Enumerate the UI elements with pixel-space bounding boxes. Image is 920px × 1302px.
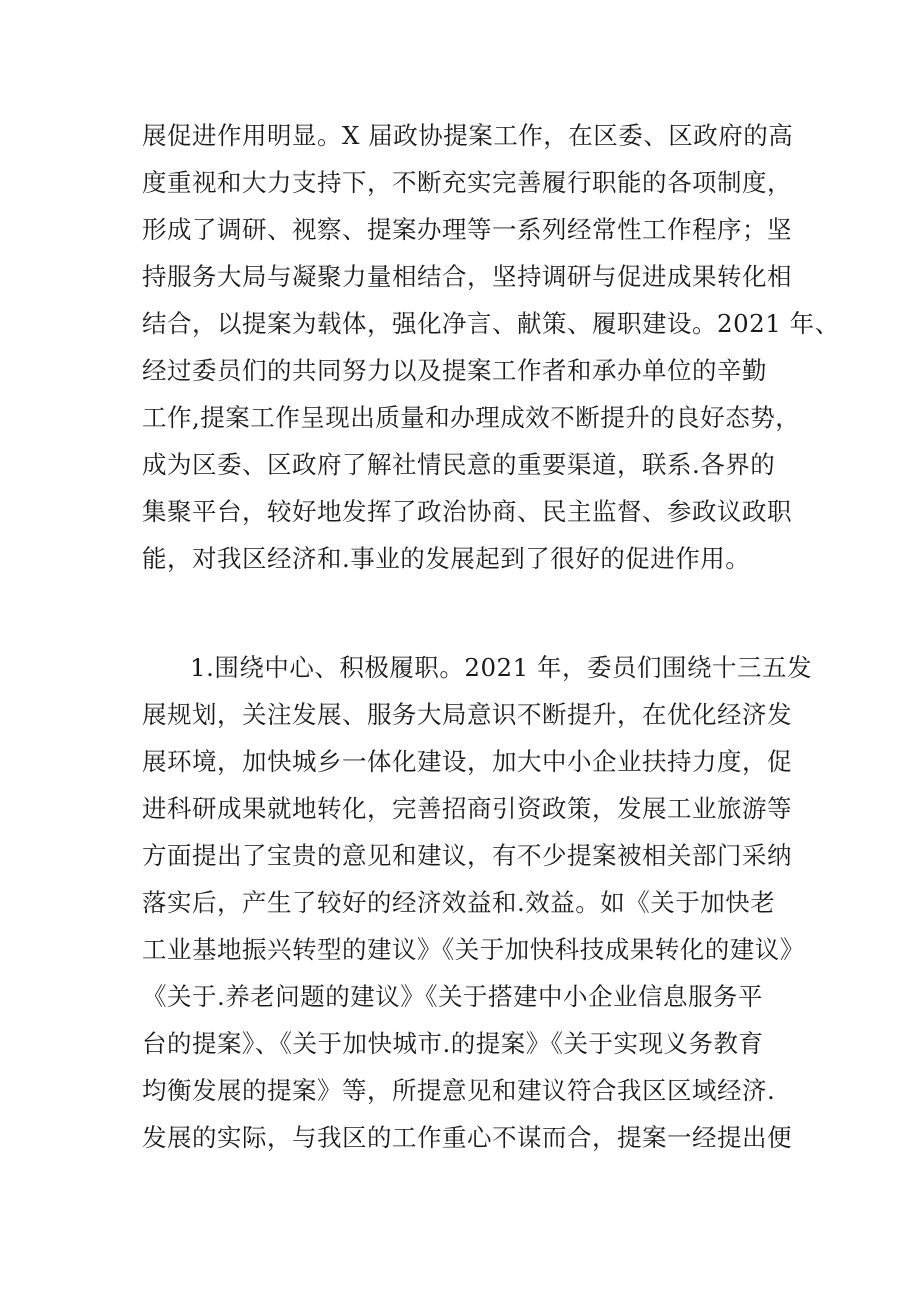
paragraph-1-line: 持服务大局与凝聚力量相结合，坚持调研与促进成果转化相 bbox=[142, 262, 792, 291]
paragraph-1-line: 经过委员们的共同努力以及提案工作者和承办单位的辛勤 bbox=[142, 356, 767, 385]
paragraph-2-line: 工业基地振兴转型的建议》《关于加快科技成果转化的建议》 bbox=[142, 935, 805, 964]
paragraph-2-line: 展规划，关注发展、服务大局意识不断提升，在优化经济发 bbox=[142, 700, 792, 729]
paragraph-1-line: 度重视和大力支持下，不断充实完善履行职能的各项制度， bbox=[142, 168, 792, 197]
paragraph-2-line: 方面提出了宝贵的意见和建议，有不少提案被相关部门采纳 bbox=[142, 841, 792, 870]
paragraph-2-line: 《关于.养老问题的建议》《关于搭建中小企业信息服务平 bbox=[142, 982, 764, 1011]
paragraph-2-line: 1.围绕中心、积极履职。2021 年，委员们围绕十三五发 bbox=[190, 653, 813, 682]
paragraph-2-line: 发展的实际，与我区的工作重心不谋而合，提案一经提出便 bbox=[142, 1123, 792, 1152]
paragraph-2-line: 进科研成果就地转化，完善招商引资政策，发展工业旅游等 bbox=[142, 794, 792, 823]
paragraph-2-line: 均衡发展的提案》等，所提意见和建议符合我区区域经济. bbox=[142, 1076, 776, 1105]
paragraph-1-line: 展促进作用明显。X 届政协提案工作，在区委、区政府的高 bbox=[142, 121, 794, 150]
paragraph-2-line: 台的提案》、《关于加快城市.的提案》《关于实现义务教育 bbox=[142, 1029, 764, 1058]
paragraph-1-line: 结合，以提案为载体，强化净言、献策、履职建设。2021 年、 bbox=[142, 309, 840, 338]
paragraph-1-line: 形成了调研、视察、提案办理等一系列经常性工作程序；坚 bbox=[142, 215, 792, 244]
paragraph-1-line: 成为区委、区政府了解社情民意的重要渠道，联系.各界的 bbox=[142, 450, 776, 479]
paragraph-1-line: 能，对我区经济和.事业的发展起到了很好的促进作用。 bbox=[142, 544, 751, 573]
paragraph-2-line: 展环境，加快城乡一体化建设，加大中小企业扶持力度，促 bbox=[142, 747, 792, 776]
paragraph-1-line: 工作,提案工作呈现出质量和办理成效不断提升的良好态势， bbox=[142, 403, 801, 432]
paragraph-1-line: 集聚平台，较好地发挥了政治协商、民主监督、参政议政职 bbox=[142, 497, 792, 526]
paragraph-2-line: 落实后，产生了较好的经济效益和.效益。如《关于加快老 bbox=[142, 888, 776, 917]
